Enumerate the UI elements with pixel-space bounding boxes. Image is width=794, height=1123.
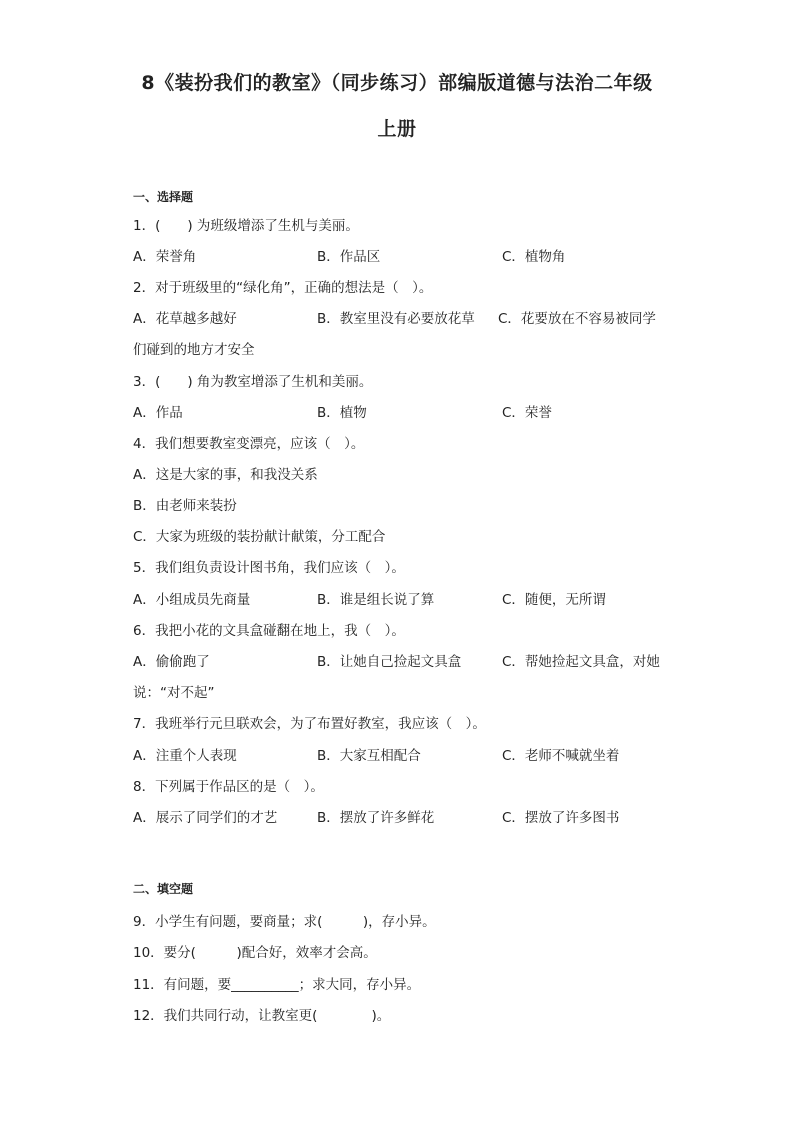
fill-question: 11．有问题，要__________；求大同，存小异。 xyxy=(133,977,421,993)
option-a: A．荣誉角 xyxy=(133,249,197,265)
section-heading-fill-blank: 二、填空题 xyxy=(133,882,194,896)
option-b: B．教室里没有必要放花草 xyxy=(317,311,475,327)
option-c: C．荣誉 xyxy=(502,405,552,421)
option-b: B．由老师来装扮 xyxy=(133,498,237,514)
question-stem: 4．我们想要教室变漂亮，应该（ ）。 xyxy=(133,436,365,452)
option-c: C．帮她捡起文具盒，对她 xyxy=(502,654,660,670)
option-b: B．作品区 xyxy=(317,249,381,265)
fill-question: 9．小学生有问题，要商量；求( )，存小异。 xyxy=(133,914,436,930)
question-stem: 3．( ) 角为教室增添了生机和美丽。 xyxy=(133,374,373,390)
option-c: C．随便，无所谓 xyxy=(502,592,606,608)
question-stem: 1．( ) 为班级增添了生机与美丽。 xyxy=(133,218,359,234)
option-a: A．偷偷跑了 xyxy=(133,654,210,670)
option-a: A．小组成员先商量 xyxy=(133,592,251,608)
option-a: A．花草越多越好 xyxy=(133,311,237,327)
option-c: C．摆放了许多图书 xyxy=(502,810,620,826)
page-title-line-1: 8《装扮我们的教室》（同步练习）部编版道德与法治二年级 xyxy=(141,72,653,94)
option-b: B．植物 xyxy=(317,405,367,421)
option-a: A．这是大家的事，和我没关系 xyxy=(133,467,318,483)
section-heading-choice: 一、选择题 xyxy=(133,190,194,204)
option-b: B．大家互相配合 xyxy=(317,748,421,764)
option-a: A．展示了同学们的才艺 xyxy=(133,810,278,826)
fill-question: 10．要分( )配合好，效率才会高。 xyxy=(133,945,377,961)
question-stem: 6．我把小花的文具盒碰翻在地上，我（ ）。 xyxy=(133,623,405,639)
option-c: C．老师不喊就坐着 xyxy=(502,748,620,764)
fill-question: 12．我们共同行动，让教室更( )。 xyxy=(133,1008,391,1024)
option-b: B．让她自己捡起文具盒 xyxy=(317,654,462,670)
question-stem: 8．下列属于作品区的是（ ）。 xyxy=(133,779,324,795)
option-b: B．谁是组长说了算 xyxy=(317,592,435,608)
question-stem: 7．我班举行元旦联欢会，为了布置好教室，我应该（ ）。 xyxy=(133,716,486,732)
option-b: B．摆放了许多鲜花 xyxy=(317,810,435,826)
option-c: C．花要放在不容易被同学 xyxy=(498,311,656,327)
option-c: C．大家为班级的装扮献计献策，分工配合 xyxy=(133,529,386,545)
question-stem: 5．我们组负责设计图书角，我们应该（ ）。 xyxy=(133,560,405,576)
question-stem: 2．对于班级里的“绿化角”，正确的想法是（ ）。 xyxy=(133,280,433,296)
option-continuation: 们碰到的地方才安全 xyxy=(133,342,255,358)
option-continuation: 说：“对不起” xyxy=(133,685,215,701)
page-title-line-2: 上册 xyxy=(377,118,417,140)
option-a: A．注重个人表现 xyxy=(133,748,237,764)
option-a: A．作品 xyxy=(133,405,183,421)
option-c: C．植物角 xyxy=(502,249,566,265)
